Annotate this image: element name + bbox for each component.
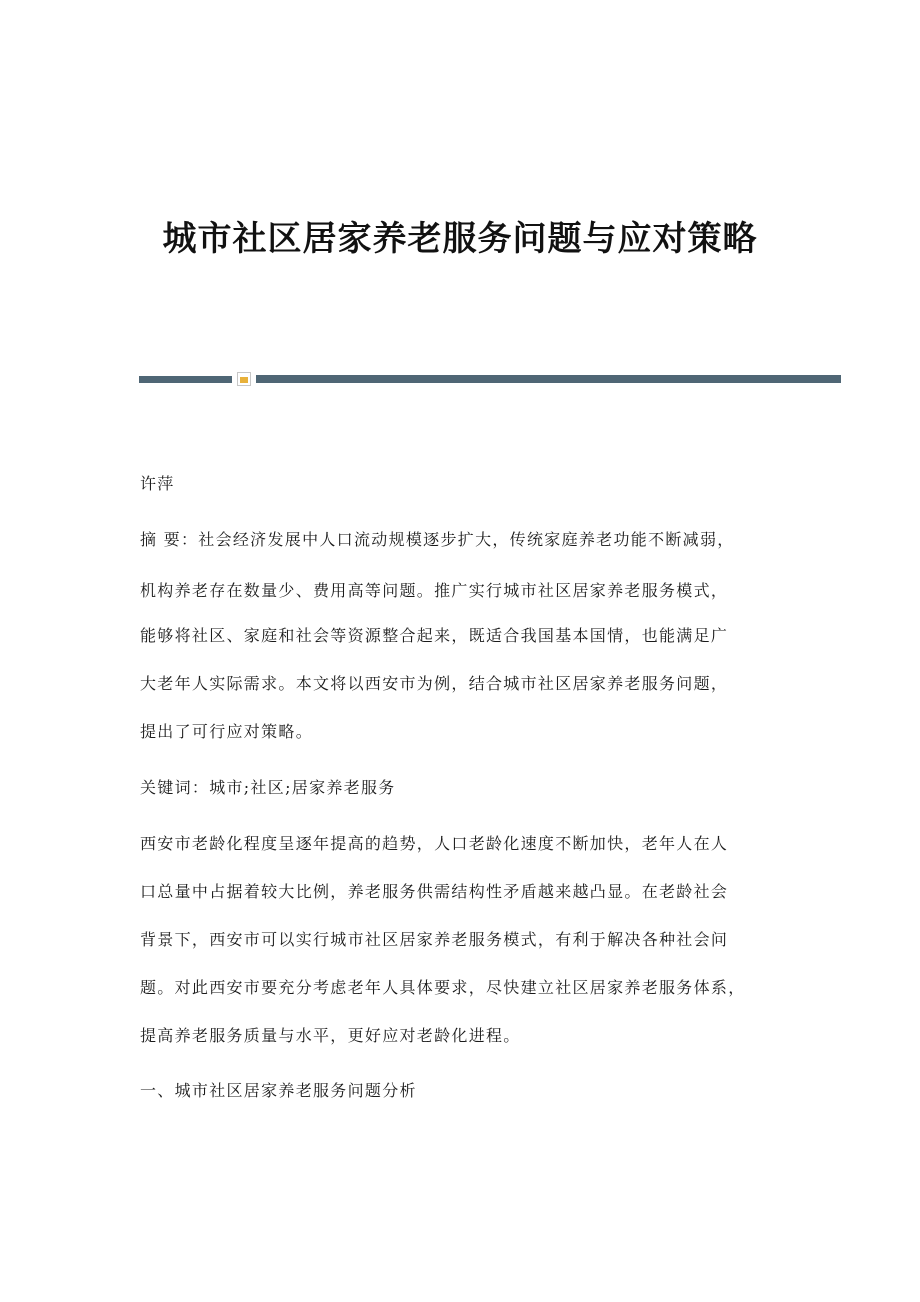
document-title: 城市社区居家养老服务问题与应对策略 <box>162 219 758 259</box>
abstract-line-1: 摘 要：社会经济发展中人口流动规模逐步扩大，传统家庭养老功能不断减弱， <box>140 530 735 549</box>
title-divider <box>139 372 841 386</box>
keywords: 关键词：城市;社区;居家养老服务 <box>140 778 396 797</box>
intro-line-4: 题。对此西安市要充分考虑老年人具体要求，尽快建立社区居家养老服务体系， <box>140 978 746 997</box>
intro-line-1: 西安市老龄化程度呈逐年提高的趋势，人口老龄化速度不断加快，老年人在人 <box>140 834 729 853</box>
abstract-line-4: 大老年人实际需求。本文将以西安市为例，结合城市社区居家养老服务问题， <box>140 674 729 693</box>
divider-bar-left <box>139 376 232 383</box>
abstract-line-3: 能够将社区、家庭和社会等资源整合起来，既适合我国基本国情，也能满足广 <box>140 626 729 645</box>
intro-line-2: 口总量中占据着较大比例，养老服务供需结构性矛盾越来越凸显。在老龄社会 <box>140 882 729 901</box>
divider-ornament-icon <box>237 372 251 386</box>
intro-line-3: 背景下，西安市可以实行城市社区居家养老服务模式，有利于解决各种社会问 <box>140 930 729 949</box>
intro-line-5: 提高养老服务质量与水平，更好应对老龄化进程。 <box>140 1026 521 1045</box>
abstract-line-2: 机构养老存在数量少、费用高等问题。推广实行城市社区居家养老服务模式， <box>140 581 729 600</box>
author-name: 许萍 <box>140 474 175 493</box>
abstract-line-5: 提出了可行应对策略。 <box>140 722 314 741</box>
divider-bar-right <box>256 375 841 383</box>
section-heading: 一、城市社区居家养老服务问题分析 <box>140 1081 417 1100</box>
